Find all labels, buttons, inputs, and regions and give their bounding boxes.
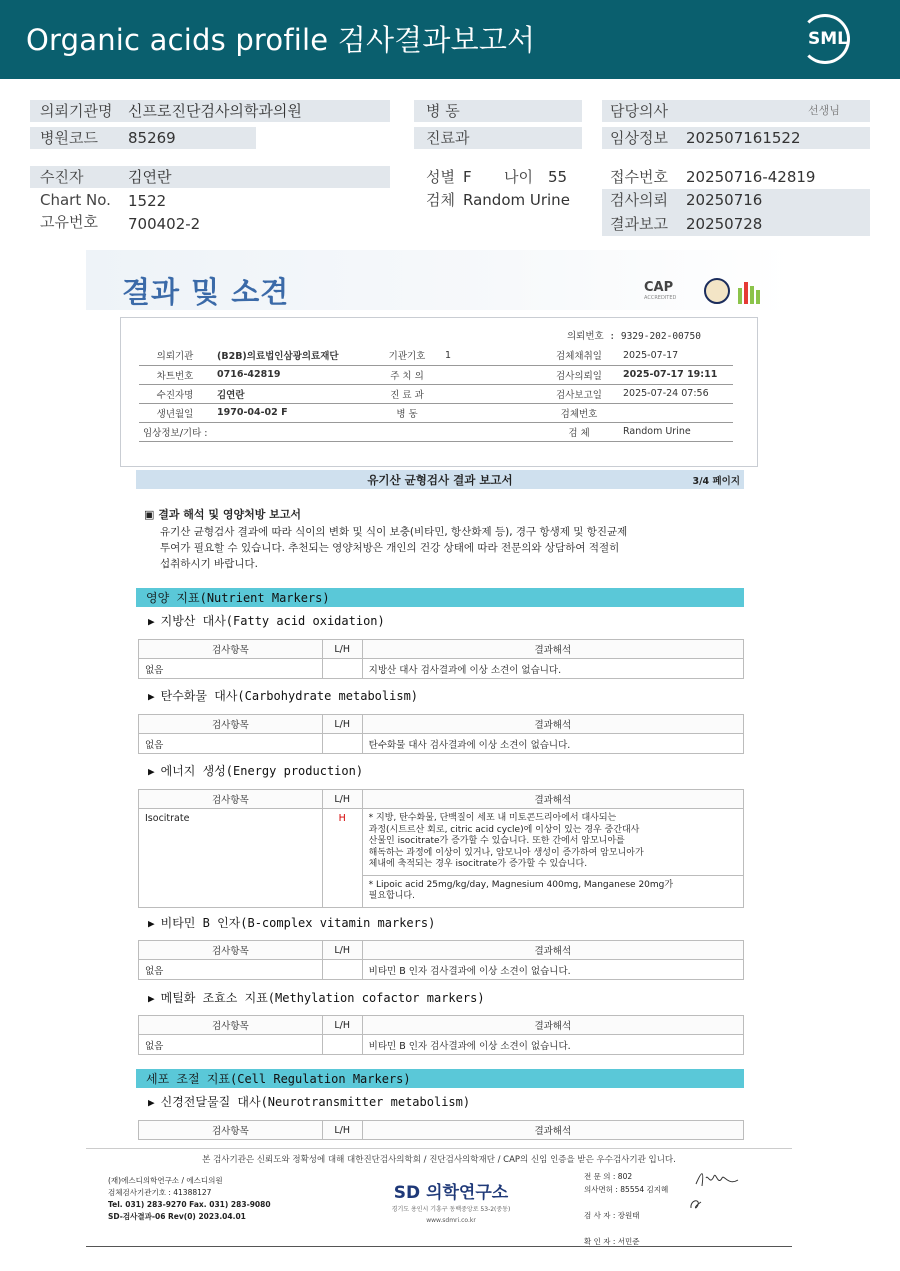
meta-table <box>139 346 733 442</box>
vitamin-b-title: ▶ 비타민 B 인자(B-complex vitamin markers) <box>148 916 436 930</box>
table-row: 없음 지방산 대사 검사결과에 이상 소견이 없습니다. <box>139 659 744 679</box>
vitamin-b-table: 검사항목 L/H 결과해석 없음 비타민 B 인자 검사결과에 이상 소견이 없습니다. <box>138 940 744 980</box>
sml-logo <box>800 14 850 64</box>
meta-value: 1970-04-02 F <box>211 403 375 422</box>
meta-label: 검사보고일 <box>541 384 617 403</box>
meta-row <box>139 384 733 403</box>
clinical-value: 202507161522 <box>686 129 801 147</box>
ward-label: 병 동 <box>426 102 460 120</box>
triangle-icon: ▶ <box>148 615 155 628</box>
meta-value: 0716-42819 <box>211 365 375 384</box>
nutrient-markers-header: 영양 지표(Nutrient Markers) <box>136 588 744 607</box>
signatories: 전 문 의 : 802 의사면허 : 85554 김지혜 검 사 자 : 장원태 확 인 자 : 서민준 <box>584 1172 669 1246</box>
cell-regulation-header: 세포 조절 지표(Cell Regulation Markers) <box>136 1069 744 1088</box>
section-header <box>136 470 744 489</box>
meta-value: 1 <box>439 346 541 365</box>
dept-label: 진료과 <box>426 129 470 147</box>
request-org-value: 신프로진단검사의학과의원 <box>128 102 302 120</box>
methylation-title: ▶ 메틸화 조효소 지표(Methylation cofactor markers) <box>148 991 485 1005</box>
meta-label: 진 료 과 <box>375 384 439 403</box>
neurotransmitter-title: ▶ 신경전달물질 대사(Neurotransmitter metabolism) <box>148 1095 471 1109</box>
age-value: 55 <box>548 168 568 186</box>
lab-contact: (재)에스디의학연구소 / 에스디의원 검체검사기관기호 : 41388127 Tel. 031) 283-9270 Fax. 031) 283-9080 SD-검사결과-06 Rev(0) 2023.04.01 <box>108 1176 271 1221</box>
meta-value: 2025-07-24 07:56 <box>617 384 733 403</box>
request-number: 의뢰번호 : 9329-202-00750 <box>567 331 701 342</box>
request-date-value: 20250716 <box>686 191 763 209</box>
accreditation-notice: 본 검사기관은 신뢰도와 정확성에 대해 대한진단검사의학회 / 진단검사의학재단 / CAP의 신임 인증을 받은 우수검사기관 입니다. <box>202 1155 676 1165</box>
meta-label: 검사의뢰일 <box>541 365 617 384</box>
cap-logo: CAP ACCREDITED <box>644 280 677 301</box>
energy-table: 검사항목 L/H 결과해석 Isocitrate H * 지방, 탄수화물, 단백질이 세포 내 미토콘드리아에서 대사되는 과정(시트르산 회로, citric acid cycle)에 이상이 있는 경우 중간대사 산물인 isocitrate가 증가할 수 있습니다. 또한 간에서 암모니아를 해독하는 과정에 이상이 있거나, 암모니아 생성이 증가하여 암모니아가 체내에 축적되는 경우 isocitrate가 증가할 수 있습니다. * Lipoic acid 25mg/kg/day, Magnesium 400mg, Manganese 20mg가 필요합니다. <box>138 789 744 908</box>
report-date-value: 20250728 <box>686 215 763 233</box>
meta-row <box>139 346 733 365</box>
report-heading: 결과 및 소견 <box>122 275 290 309</box>
meta-value: Random Urine <box>617 422 733 441</box>
meta-value <box>439 384 541 403</box>
meta-label: 임상정보/기타 : <box>139 422 541 441</box>
methylation-table: 검사항목 L/H 결과해석 없음 비타민 B 인자 검사결과에 이상 소견이 없습니다. <box>138 1015 744 1055</box>
meta-label: 의뢰기관 <box>139 346 211 365</box>
sex-value: F <box>463 168 472 186</box>
patient-bar <box>30 166 390 188</box>
meta-label: 주 치 의 <box>375 365 439 384</box>
bottom-rule <box>86 1246 792 1247</box>
carbohydrate-title: ▶ 탄수화물 대사(Carbohydrate metabolism) <box>148 689 419 703</box>
age-label: 나이 <box>504 168 533 186</box>
table-row: 없음 비타민 B 인자 검사결과에 이상 소견이 없습니다. <box>139 960 744 980</box>
energy-prescription: * Lipoic acid 25mg/kg/day, Magnesium 400mg, Manganese 20mg가 필요합니다. <box>362 875 743 907</box>
meta-label: 검체번호 <box>541 403 617 422</box>
request-date-label: 검사의뢰 <box>610 191 668 209</box>
triangle-icon: ▶ <box>148 690 155 703</box>
receipt-label: 접수번호 <box>610 168 668 186</box>
clinical-label: 임상정보 <box>610 129 668 147</box>
triangle-icon: ▶ <box>148 1096 155 1109</box>
page-indicator: 3/4 페이지 <box>692 476 740 487</box>
unique-value: 700402-2 <box>128 215 201 233</box>
meta-value: 2025-07-17 <box>617 346 733 365</box>
meta-label: 검체채취일 <box>541 346 617 365</box>
specimen-value: Random Urine <box>463 191 570 209</box>
sd-website: www.sdmri.co.kr <box>426 1217 476 1224</box>
doctor-note: 선생님 <box>808 104 840 117</box>
fatty-acid-table: 검사항목 L/H 결과해석 없음 지방산 대사 검사결과에 이상 소견이 없습니다. <box>138 639 744 679</box>
patient-label: 수진자 <box>40 168 84 186</box>
request-org-label: 의뢰기관명 <box>40 102 113 120</box>
report-meta-box <box>120 317 758 467</box>
accreditation-badges <box>644 276 764 310</box>
meta-label: 기관기호 <box>375 346 439 365</box>
triangle-icon: ▶ <box>148 992 155 1005</box>
unique-label: 고유번호 <box>40 213 98 231</box>
report-date-label: 결과보고 <box>610 215 668 233</box>
sex-label: 성별 <box>426 168 455 186</box>
meta-label: 차트번호 <box>139 365 211 384</box>
patient-value: 김연란 <box>128 168 172 186</box>
table-row: 없음 탄수화물 대사 검사결과에 이상 소견이 없습니다. <box>139 734 744 754</box>
meta-row <box>139 403 733 422</box>
receipt-value: 20250716-42819 <box>686 168 816 186</box>
sd-logo: SD 의학연구소 <box>393 1183 509 1203</box>
sd-address: 경기도 용인시 기흥구 동백중앙로 53-2(중동) <box>391 1206 511 1213</box>
meta-label: 병 동 <box>375 403 439 422</box>
meta-label: 생년월일 <box>139 403 211 422</box>
hospital-code-value: 85269 <box>128 129 176 147</box>
meta-value <box>439 403 541 422</box>
specimen-label: 검체 <box>426 191 455 209</box>
table-row <box>139 809 744 876</box>
meta-value: 김연란 <box>211 384 375 403</box>
sd-brand <box>376 1178 526 1225</box>
meta-value <box>617 403 733 422</box>
reviewer-signature-icon <box>688 1196 704 1212</box>
lab-logo-icon <box>738 282 760 304</box>
meta-row <box>139 365 733 384</box>
carbohydrate-table: 검사항목 L/H 결과해석 없음 탄수화물 대사 검사결과에 이상 소견이 없습니다. <box>138 714 744 754</box>
report-page <box>86 250 792 1250</box>
table-row: 없음 비타민 B 인자 검사결과에 이상 소견이 없습니다. <box>139 1035 744 1055</box>
energy-title: ▶ 에너지 생성(Energy production) <box>148 764 364 778</box>
page-title: Organic acids profile 검사결과보고서 <box>26 23 536 57</box>
footer-divider <box>86 1148 792 1149</box>
meta-label: 수진자명 <box>139 384 211 403</box>
chart-value: 1522 <box>128 192 167 210</box>
section-title: 유기산 균형검사 결과 보고서 <box>367 473 513 487</box>
chart-label: Chart No. <box>40 191 111 209</box>
energy-interpretation: * 지방, 탄수화물, 단백질이 세포 내 미토콘드리아에서 대사되는 과정(시트르산 회로, citric acid cycle)에 이상이 있는 경우 중간대사 산물인 isocitrate가 증가할 수 있습니다. 또한 간에서 암모니아를 해독하는 과정에 이상이 있거나, 암모니아 생성이 증가하여 암모니아가 체내에 축적되는 경우 isocitrate가 증가할 수 있습니다. <box>362 809 743 876</box>
intro-paragraph: 유기산 균형검사 결과에 따라 식이의 변화 및 식이 보충(비타민, 항산화제 등), 경구 항생제 및 항진균제 투여가 필요할 수 있습니다. 추천되는 영양처방은 개인의 건강 상태에 따라 전문의와 상담하여 적절히 섭취하시기 바랍니다. <box>160 526 628 570</box>
meta-row <box>139 422 733 441</box>
interpretation-title: ▣ 결과 해석 및 영양처방 보고서 <box>144 508 302 521</box>
logo-text: SML <box>808 29 848 49</box>
seal-icon <box>704 278 730 304</box>
meta-value <box>439 365 541 384</box>
high-flag: H <box>322 809 362 908</box>
triangle-icon: ▶ <box>148 917 155 930</box>
doctor-label: 담당의사 <box>610 102 668 120</box>
energy-item: Isocitrate <box>139 809 323 908</box>
neurotransmitter-table: 검사항목 L/H 결과해석 <box>138 1120 744 1140</box>
hospital-code-label: 병원코드 <box>40 129 98 147</box>
triangle-icon: ▶ <box>148 765 155 778</box>
fatty-acid-title: ▶ 지방산 대사(Fatty acid oxidation) <box>148 614 385 628</box>
meta-value: (B2B)의료법인삼광의료재단 <box>211 346 375 365</box>
meta-value: 2025-07-17 19:11 <box>617 365 733 384</box>
doctor-signature-icon <box>694 1168 740 1190</box>
header-bar <box>0 0 900 79</box>
meta-label: 검 체 <box>541 422 617 441</box>
